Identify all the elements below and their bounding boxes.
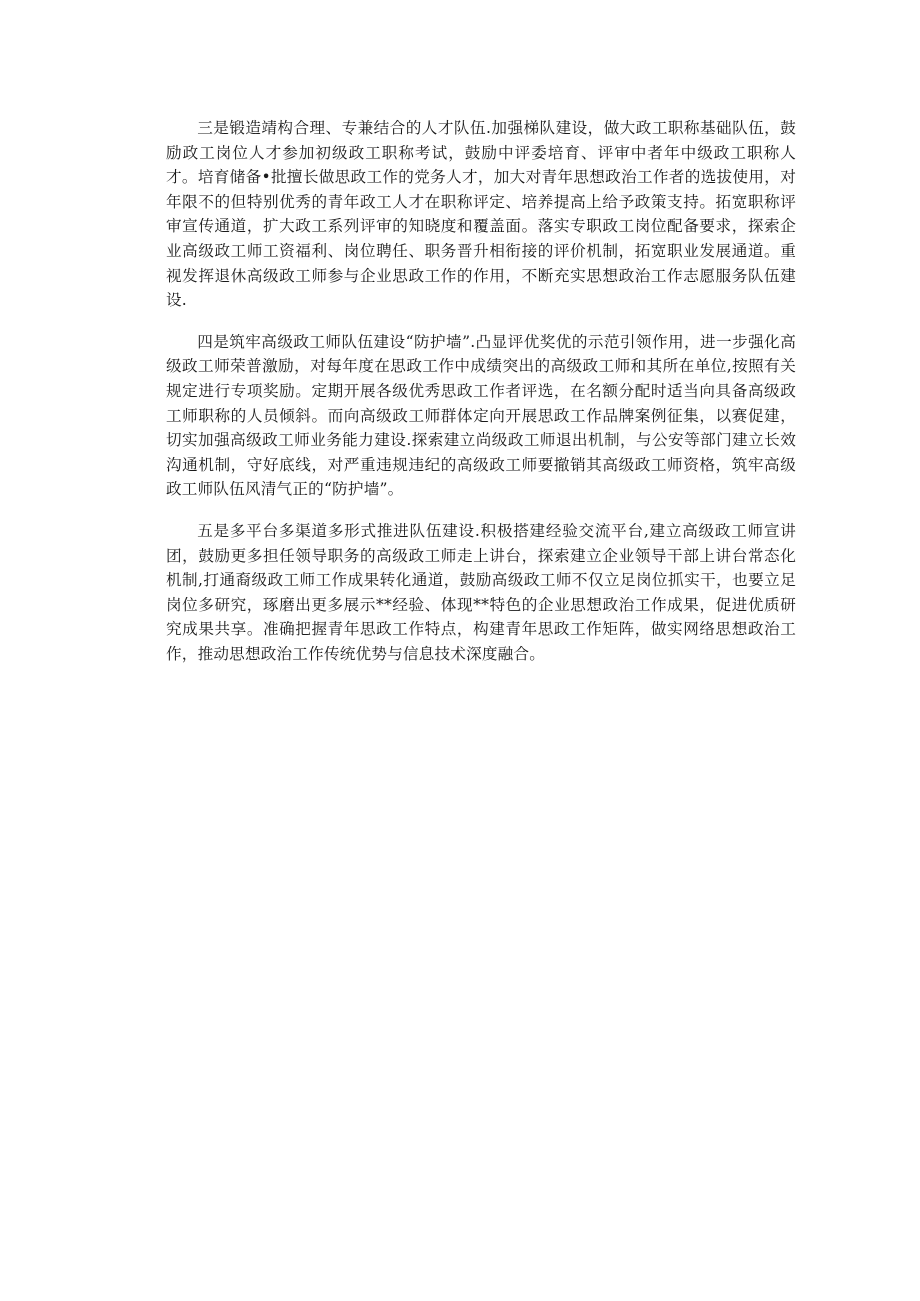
paragraph-protective-wall: 四是筑牢高级政工师队伍建设“防护墙”.凸显评优奖优的示范引领作用，进一步强化高级政工师荣普激励，对每年度在思政工作中成绩突出的高级政工师和其所在单位,按照有关规定进行专项奖励。定期开展各级优秀思政工作者评选，在名额分配时适当向具备高级政工师职称的人员倾斜。而向高级政工师群体定向开展思政工作品牌案例征集，以赛促建，切实加强高级政工师业务能力建设.探索建立尚级政工师退出机制，与公安等部门建立长效沟通机制，守好底线，对严重违规违纪的高级政工师要撤销其高级政工师资格，筑牢高级政工师队伍风清气正的“防护墙”。 [166, 332, 796, 499]
paragraph-multi-platform: 五是多平台多渠道多形式推进队伍建设.积极搭建经验交流平台,建立高级政工师宣讲团，鼓励更多担任领导职务的高级政工师走上讲台，探索建立企业领导干部上讲台常态化机制,打通裔级政工师工作成果转化通道，鼓励高级政工师不仅立足岗位抓实干，也要立足岗位多研究，琢磨出更多展示**经验、体现**特色的企业思想政治工作成果，促进优质研究成果共享。准确把握青年思政工作特点，构建青年思政工作矩阵，做实网络思想政治工作，推动思想政治工作传统优势与信息技术深度融合。 [166, 521, 796, 663]
paragraph-talent-team: 三是锻造靖构合理、专兼结合的人才队伍.加强梯队建设，做大政工职称基础队伍，鼓励政工岗位人才参加初级政工职称考试，鼓励中评委培育、评审中者年中级政工职称人才。培育储备•批擅长做思政工作的党务人才，加大对青年思想政治工作者的选拔使用，对年限不的但特别优秀的青年政工人才在职称评定、培养提高上给予政策支持。拓宽职称评审宣传通道，扩大政工系列评审的知晓度和覆盖面。落实专职政工岗位配备要求，探索企业高级政工师工资福利、岗位聘任、职务晋升相衔接的评价机制，拓宽职业发展通道。重视发挥退休高级政工师参与企业思政工作的作用，不断充实思想政治工作志愿服务队伍建设. [166, 119, 796, 310]
document-body [166, 116, 796, 683]
